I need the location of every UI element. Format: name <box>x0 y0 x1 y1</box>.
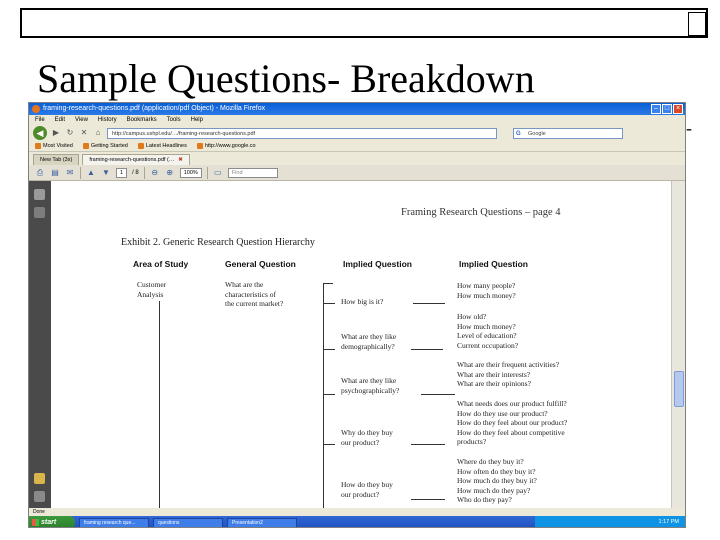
tab-new-tab[interactable] <box>33 154 79 165</box>
status-text: Done <box>33 509 45 515</box>
menu-bookmarks[interactable]: Bookmarks <box>126 117 157 123</box>
zoom-out-icon[interactable]: ⊖ <box>151 167 159 177</box>
tree-line-general-branch <box>323 283 333 284</box>
tree-branch-2 <box>323 349 335 350</box>
tree-leaf-4 <box>411 444 445 445</box>
area-customer-analysis: Customer Analysis <box>137 280 167 299</box>
close-tab-icon[interactable]: ✖ <box>178 157 183 163</box>
print-icon[interactable]: ⎙ <box>36 167 44 177</box>
slide-corner-square <box>688 12 706 36</box>
pdf-side-panel <box>29 181 51 517</box>
scrollbar-thumb[interactable] <box>674 371 684 407</box>
menu-help[interactable]: Help <box>190 117 203 123</box>
window-title: framing-research-questions.pdf (application/pdf Object) - Mozilla Firefox <box>43 105 266 112</box>
menu-bar <box>29 115 685 125</box>
tree-leaf-3 <box>421 394 455 395</box>
start-label: start <box>41 519 57 526</box>
bookmark-label: Most Visited <box>43 142 73 149</box>
page-total: / 8 <box>132 169 139 176</box>
slide-title: Sample Questions- Breakdown <box>37 56 535 101</box>
system-tray <box>535 516 685 528</box>
status-bar <box>29 508 685 516</box>
bookmark-most-visited[interactable] <box>35 141 73 151</box>
col-general-question: General Question <box>225 259 296 269</box>
tab-bar <box>29 152 685 165</box>
bookmark-google[interactable] <box>197 141 256 151</box>
bookmark-latest-headlines[interactable] <box>138 141 187 151</box>
slide-dash: - <box>686 118 692 138</box>
bookmark-label: Getting Started <box>90 142 128 149</box>
window-titlebar <box>29 103 685 115</box>
implied-1-item-1: How big is it? <box>341 297 384 306</box>
toolbar-divider <box>144 167 145 179</box>
browser-screenshot <box>28 102 686 528</box>
page-up-icon[interactable]: ▲ <box>87 167 95 177</box>
search-input[interactable] <box>513 128 623 139</box>
attach-icon[interactable] <box>34 491 45 502</box>
pdf-toolbar <box>29 165 685 181</box>
slide-top-frame <box>20 8 708 38</box>
navigation-bar <box>29 125 685 141</box>
zoom-in-icon[interactable]: ⊕ <box>166 167 174 177</box>
clock: 1:17 PM <box>658 519 679 525</box>
back-arrow-icon[interactable]: ◀ <box>33 126 47 140</box>
col-implied-question-2: Implied Question <box>459 259 528 269</box>
implied-2-group-4: What needs does our product fulfill? How do they use our product? How do they feel about our product? How do they feel about competitive products? <box>457 399 568 446</box>
window-controls <box>651 104 683 114</box>
windows-flag-icon <box>32 519 39 526</box>
stop-icon[interactable]: ✕ <box>80 128 88 137</box>
menu-view[interactable]: View <box>75 117 88 123</box>
bookmark-icon <box>197 143 203 149</box>
firefox-icon <box>32 105 40 113</box>
reload-icon[interactable]: ↻ <box>66 128 74 137</box>
toolbar-divider <box>80 167 81 179</box>
general-question-text: What are the characteristics of the current market? <box>225 280 284 308</box>
url-bar[interactable]: http://campus.ushpl.edu/…/framing-research-questions.pdf <box>107 128 497 139</box>
email-icon[interactable]: ✉ <box>66 167 74 177</box>
implied-2-group-2: How old? How much money? Level of education? Current occupation? <box>457 312 519 350</box>
sign-icon[interactable] <box>34 473 45 484</box>
tab-pdf[interactable] <box>82 154 190 165</box>
page-down-icon[interactable]: ▼ <box>102 167 110 177</box>
col-implied-question-1: Implied Question <box>343 259 412 269</box>
page-number-field[interactable]: 1 <box>116 168 127 178</box>
menu-history[interactable]: History <box>97 117 117 123</box>
menu-tools[interactable]: Tools <box>166 117 181 123</box>
toolbar-divider <box>207 167 208 179</box>
bookmark-label: http://www.google.co <box>204 142 256 149</box>
tab-label: New Tab (3x) <box>40 157 73 163</box>
maximize-button[interactable]: □ <box>662 104 672 114</box>
tree-line-general-trunk <box>323 283 324 509</box>
tree-line-area <box>159 301 160 511</box>
attachments-panel-icon[interactable] <box>34 207 45 218</box>
tree-leaf-2 <box>411 349 443 350</box>
pdf-page <box>51 181 673 517</box>
taskbar-item-questions[interactable]: questions <box>153 518 223 528</box>
search-placeholder: Google <box>528 130 546 137</box>
tree-leaf-1 <box>413 303 445 304</box>
find-field[interactable]: Find <box>228 168 278 178</box>
implied-1-item-5: How do they buy our product? <box>341 480 393 499</box>
pdf-page-header: Framing Research Questions – page 4 <box>401 207 561 218</box>
implied-1-item-2: What are they like demographically? <box>341 332 397 351</box>
tree-branch-1 <box>323 303 335 304</box>
implied-1-item-3: What are they like psychographically? <box>341 376 400 395</box>
exhibit-title: Exhibit 2. Generic Research Question Hierarchy <box>121 237 315 248</box>
bookmark-icon <box>83 143 89 149</box>
home-icon[interactable]: ⌂ <box>95 128 101 137</box>
implied-2-group-5: Where do they buy it? How often do they buy it? How much do they buy it? How much do they pay? Who do they pay? <box>457 457 537 504</box>
zoom-field[interactable]: 100% <box>180 168 202 178</box>
minimize-button[interactable]: – <box>651 104 661 114</box>
google-icon: G <box>516 130 521 137</box>
windows-taskbar <box>29 516 685 528</box>
tab-label: framing-research-questions.pdf (… <box>89 157 175 163</box>
implied-2-group-3: What are their frequent activities? What are their interests? What are their opinions? <box>457 360 560 388</box>
rss-icon <box>138 143 144 149</box>
bookmark-icon <box>35 143 41 149</box>
taskbar-item-firefox[interactable]: framing research que... <box>79 518 149 528</box>
tree-leaf-5 <box>411 499 445 500</box>
col-area-of-study: Area of Study <box>133 259 189 269</box>
bookmark-label: Latest Headlines <box>145 142 187 149</box>
start-button[interactable] <box>29 516 75 528</box>
implied-1-item-4: Why do they buy our product? <box>341 428 393 447</box>
pages-panel-icon[interactable] <box>34 189 45 200</box>
bookmarks-toolbar <box>29 141 685 152</box>
close-button[interactable]: × <box>673 104 683 114</box>
menu-edit[interactable]: Edit <box>54 117 66 123</box>
tree-branch-4 <box>323 444 335 445</box>
implied-2-group-1: How many people? How much money? <box>457 281 516 300</box>
forward-arrow-icon[interactable]: ▶ <box>52 128 60 137</box>
fit-page-icon[interactable]: ▭ <box>214 167 222 177</box>
taskbar-item-presentation[interactable]: Presentation2 <box>227 518 297 528</box>
save-icon[interactable]: ▤ <box>51 167 59 177</box>
menu-file[interactable]: File <box>35 117 45 123</box>
bookmark-getting-started[interactable] <box>83 141 128 151</box>
vertical-scrollbar[interactable] <box>671 181 685 517</box>
tree-branch-3 <box>323 394 335 395</box>
